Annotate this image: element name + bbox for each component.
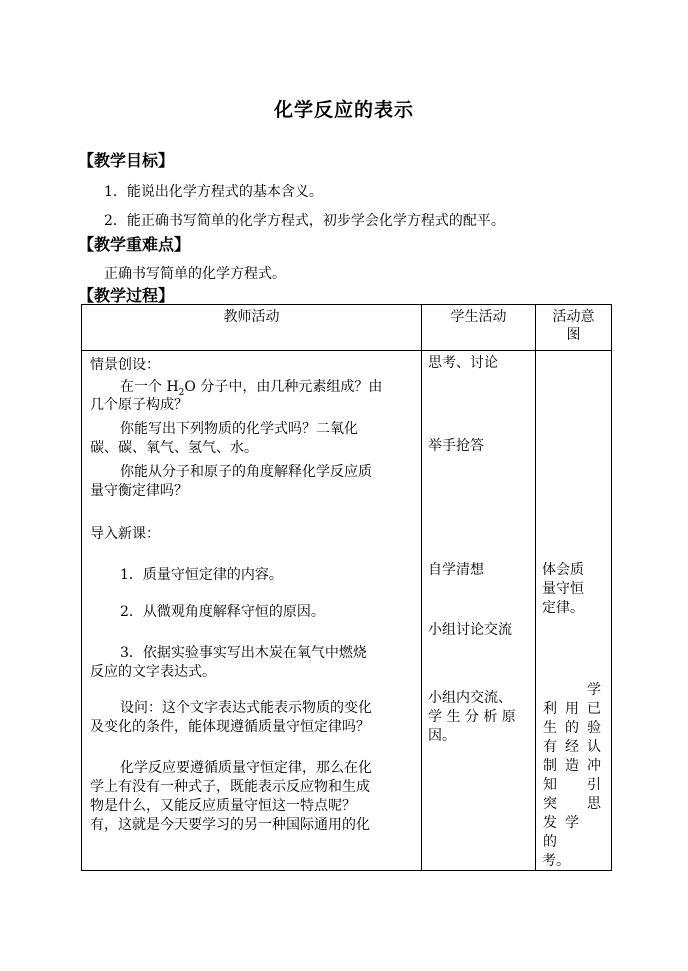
key-point-text: 正确书写简单的化学方程式。 (104, 266, 286, 282)
student-activity-2: 举手抢答 (428, 438, 484, 454)
question-1-line-1: 在一个 $H_2O$ 分子中，由几种元素组成？由 (120, 379, 383, 398)
student-activity-5-line-2: 学 生 分 析 原 (428, 709, 516, 725)
intent-grid-char: 突 (543, 796, 557, 812)
intent-grid-char: 制 (543, 758, 557, 774)
student-activity-1: 思考、讨论 (428, 355, 498, 371)
teacher-activity-cell (82, 351, 422, 871)
intent-grid-char: 思 (587, 796, 601, 812)
paragraph-line-1: 化学反应要遵循质量守恒定律，那么在化 (120, 760, 372, 776)
intent-grid-char: 学 (587, 682, 601, 698)
student-activity-5-line-3: 因。 (428, 728, 456, 744)
question-3-line-1: 你能从分子和原子的角度解释化学反应质 (120, 464, 372, 480)
question-1-line-2: 几个原子构成？ (90, 397, 188, 413)
intent-grid-char: 学 (565, 815, 579, 831)
table-header-row (82, 305, 612, 351)
student-activity-5-line-1: 小组内交流、 (428, 690, 512, 706)
intent-grid-char: 知 (543, 777, 557, 793)
student-activity-3: 自学清想 (428, 562, 484, 578)
intent-grid-char: 验 (587, 720, 601, 736)
intent-1-line-2: 量守恒 (542, 581, 584, 597)
intent-grid-char: 认 (587, 739, 601, 755)
intent-grid-char: 生 (543, 720, 557, 736)
question-2-line-1: 你能写出下列物质的化学式吗？二氧化 (120, 421, 358, 437)
intent-grid-char: 考。 (542, 853, 570, 869)
page-title: 化学反应的表示 (273, 99, 414, 121)
goal-item-1: 1．能说出化学方程式的基本含义。 (104, 184, 323, 200)
intent-grid-char: 用 (565, 701, 579, 717)
lesson-item-3-line-1: 3．依据实验事实写出木炭在氧气中燃烧 (120, 645, 367, 661)
header-student-activity: 学生活动 (422, 305, 536, 351)
lesson-item-1: 1．质量守恒定律的内容。 (120, 567, 283, 583)
lesson-item-2: 2．从微观角度解释守恒的原因。 (120, 604, 325, 620)
table-row (82, 351, 612, 871)
intent-grid-char: 的 (543, 834, 557, 850)
intent-grid-char: 已 (587, 701, 601, 717)
intent-grid-char: 冲 (587, 758, 601, 774)
goal-item-2: 2．能正确书写简单的化学方程式，初步学会化学方程式的配平。 (104, 213, 505, 229)
intent-grid-char: 的 (565, 720, 579, 736)
intent-1-line-3: 定律。 (542, 600, 584, 616)
intent-grid-char: 利 (543, 701, 557, 717)
paragraph-line-2: 学上有没有一种式子，既能表示反应物和生成 (90, 779, 370, 795)
section-heading-goals: 【教学目标】 (78, 151, 175, 170)
scene-label: 情景创设： (90, 357, 160, 373)
intro-label: 导入新课： (90, 526, 160, 542)
student-activity-cell (422, 351, 536, 871)
header-teacher-activity: 教师活动 (82, 305, 422, 351)
intent-grid-char: 造 (565, 758, 579, 774)
question-3-line-2: 量守衡定律吗？ (90, 483, 188, 499)
header-activity-intent: 活动意图 (536, 305, 612, 351)
activity-intent-cell (536, 351, 612, 871)
setq-line-1: 设问：这个文字表达式能表示物质的变化 (120, 700, 372, 716)
lesson-item-3-line-2: 反应的文字表达式。 (90, 664, 216, 680)
student-activity-4: 小组讨论交流 (428, 622, 512, 638)
intent-grid-char: 引 (587, 777, 601, 793)
setq-line-2: 及变化的条件，能体现遵循质量守恒定律吗？ (90, 719, 370, 735)
intent-grid-char: 发 (543, 815, 557, 831)
intent-grid-char: 经 (565, 739, 579, 755)
intent-2-text-grid (542, 681, 608, 881)
intent-1-line-1: 体会质 (542, 562, 584, 578)
section-heading-key-points: 【教学重难点】 (78, 235, 191, 254)
paragraph-line-3: 物是什么，又能反应质量守恒这一特点呢？ (90, 798, 356, 814)
question-2-line-2: 碳、碳、氧气、氢气、水。 (90, 440, 258, 456)
section-heading-process: 【教学过程】 (78, 286, 175, 305)
paragraph-line-4: 有，这就是今天要学习的另一种国际通用的化 (90, 817, 370, 833)
process-table (81, 304, 612, 871)
intent-grid-char: 有 (543, 739, 557, 755)
